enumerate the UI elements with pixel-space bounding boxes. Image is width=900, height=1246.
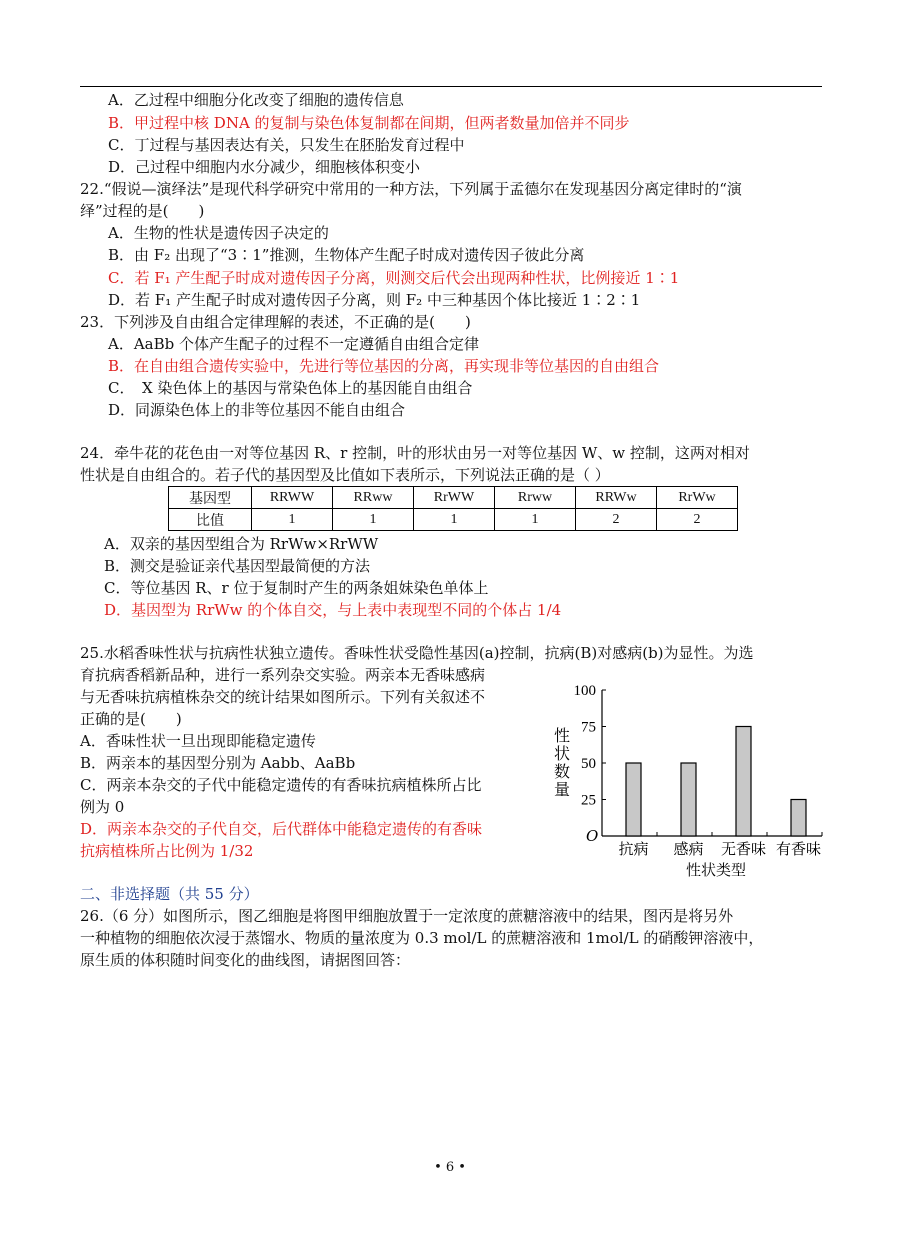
- q25-stem-line1: 25.水稻香味性状与抗病性状独立遗传。香味性状受隐性基因(a)控制，抗病(B)对感病(b)为显性。为选: [80, 644, 754, 662]
- q23-stem: 23．下列涉及自由组合定律理解的表述，不正确的是( ): [80, 313, 471, 331]
- genotype-cell: RRWW: [252, 487, 333, 509]
- q25-stem-line2: 育抗病香稻新品种，进行一系列杂交实验。两亲本无香味感病: [80, 666, 486, 684]
- q25-option-c-line2: 例为 0: [80, 798, 125, 816]
- q22-stem-line2: 绎”过程的是( ): [80, 202, 205, 220]
- ratio-header-label: 比值: [169, 509, 252, 531]
- q25-option-d-line2: 抗病植株所占比例为 1/32: [80, 842, 254, 860]
- q26-text-line2: 一种植物的细胞依次浸于蒸馏水、物质的量浓度为 0.3 mol/L 的蔗糖溶液和 1mol/L 的硝酸钾溶液中，: [80, 929, 764, 947]
- genotype-cell: RRWw: [576, 487, 657, 509]
- y-tick-label: 25: [581, 792, 596, 809]
- origin-label: O: [586, 827, 599, 845]
- x-tick-label: 有香味: [775, 840, 822, 858]
- q24-option-d: D．基因型为 RrWw 的个体自交，与上表中表现型不同的个体占 1/4: [104, 601, 562, 619]
- genotype-cell: RrWw: [657, 487, 738, 509]
- q24-option-a: A．双亲的基因型组合为 RrWw×RrWW: [104, 535, 379, 553]
- ratio-cell: 1: [333, 509, 414, 531]
- q21-option-c: C．丁过程与基因表达有关，只发生在胚胎发育过程中: [108, 136, 465, 154]
- q24-stem-line2: 性状是自由组合的。若子代的基因型及比值如下表所示，下列说法正确的是（ ）: [80, 466, 610, 484]
- q25-option-b: B．两亲本的基因型分别为 Aabb、AaBb: [80, 754, 356, 772]
- bar: [736, 727, 751, 837]
- q22-option-b: B．由 F₂ 出现了“3∶1”推测，生物体产生配子时成对遗传因子彼此分离: [108, 246, 585, 264]
- q22-option-c: C．若 F₁ 产生配子时成对遗传因子分离，则测交后代会出现两种性状，比例接近 1∶1: [108, 269, 680, 287]
- genotype-header-label: 基因型: [169, 487, 252, 509]
- trait-bar-chart: [548, 678, 828, 880]
- x-tick-label: 抗病: [618, 840, 649, 858]
- q23-option-a: A．AaBb 个体产生配子的过程不一定遵循自由组合定律: [108, 335, 480, 353]
- ratio-row: [169, 509, 738, 531]
- q21-option-d: D．己过程中细胞内水分减少，细胞核体积变小: [108, 158, 421, 176]
- bar: [626, 763, 641, 836]
- header-rule: [80, 86, 822, 87]
- q23-option-d: D．同源染色体上的非等位基因不能自由组合: [108, 401, 406, 419]
- q24-option-b: B．测交是验证亲代基因型最简便的方法: [104, 557, 371, 575]
- q25-option-c-line1: C．两亲本杂交的子代中能稳定遗传的有香味抗病植株所占比: [80, 776, 482, 794]
- y-tick-label: 75: [581, 719, 596, 736]
- q22-stem-line1: 22.“假说—演绎法”是现代科学研究中常用的一种方法，下列属于孟德尔在发现基因分离定律时的“演: [80, 180, 742, 198]
- q24-stem-line1: 24．牵牛花的花色由一对等位基因 R、r 控制，叶的形状由另一对等位基因 W、w 控制，这两对相对: [80, 444, 750, 462]
- genotype-cell: Rrww: [495, 487, 576, 509]
- y-axis-title-char: 量: [553, 780, 571, 799]
- q22-option-a: A．生物的性状是遗传因子决定的: [108, 224, 329, 242]
- y-tick-label: 50: [581, 756, 596, 772]
- genotype-table: [168, 486, 738, 531]
- q22-option-d: D．若 F₁ 产生配子时成对遗传因子分离，则 F₂ 中三种基因个体比接近 1∶2∶1: [108, 291, 641, 309]
- q21-option-a: A．乙过程中细胞分化改变了细胞的遗传信息: [108, 91, 404, 109]
- y-axis-title-char: 状: [553, 744, 571, 763]
- x-axis-title: 性状类型: [685, 861, 747, 879]
- ratio-cell: 2: [576, 509, 657, 531]
- ratio-cell: 2: [657, 509, 738, 531]
- y-axis-title-char: 性: [553, 726, 571, 745]
- q26-text-line1: 26.（6 分）如图所示，图乙细胞是将图甲细胞放置于一定浓度的蔗糖溶液中的结果，图丙是将另外: [80, 907, 734, 925]
- genotype-row: [169, 487, 738, 509]
- ratio-cell: 1: [495, 509, 576, 531]
- page-number: • 6 •: [434, 1160, 466, 1175]
- ratio-cell: 1: [414, 509, 495, 531]
- genotype-cell: RrWW: [414, 487, 495, 509]
- genotype-cell: RRww: [333, 487, 414, 509]
- x-tick-label: 感病: [673, 840, 704, 858]
- section2-title: 二、非选择题（共 55 分）: [80, 885, 259, 903]
- q25-option-a: A．香味性状一旦出现即能稳定遗传: [80, 732, 316, 750]
- q26-text-line3: 原生质的体积随时间变化的曲线图，请据图回答：: [80, 951, 411, 969]
- q25-stem-line3: 与无香味抗病植株杂交的统计结果如图所示。下列有关叙述不: [80, 688, 486, 706]
- ratio-cell: 1: [252, 509, 333, 531]
- x-tick-label: 无香味: [720, 840, 767, 858]
- q25-option-d-line1: D．两亲本杂交的子代自交，后代群体中能稳定遗传的有香味: [80, 820, 483, 838]
- y-tick-label: 100: [573, 683, 596, 699]
- q24-option-c: C．等位基因 R、r 位于复制时产生的两条姐妹染色单体上: [104, 579, 489, 597]
- y-axis-title-char: 数: [553, 762, 571, 781]
- bar: [681, 763, 696, 836]
- bar: [791, 800, 806, 837]
- q23-option-b: B．在自由组合遗传实验中，先进行等位基因的分离，再实现非等位基因的自由组合: [108, 357, 660, 375]
- q21-option-b: B．甲过程中核 DNA 的复制与染色体复制都在间期，但两者数量加倍并不同步: [108, 114, 630, 132]
- q25-stem-line4: 正确的是( ): [80, 710, 182, 728]
- q23-option-c: C． X 染色体上的基因与常染色体上的基因能自由组合: [108, 379, 473, 397]
